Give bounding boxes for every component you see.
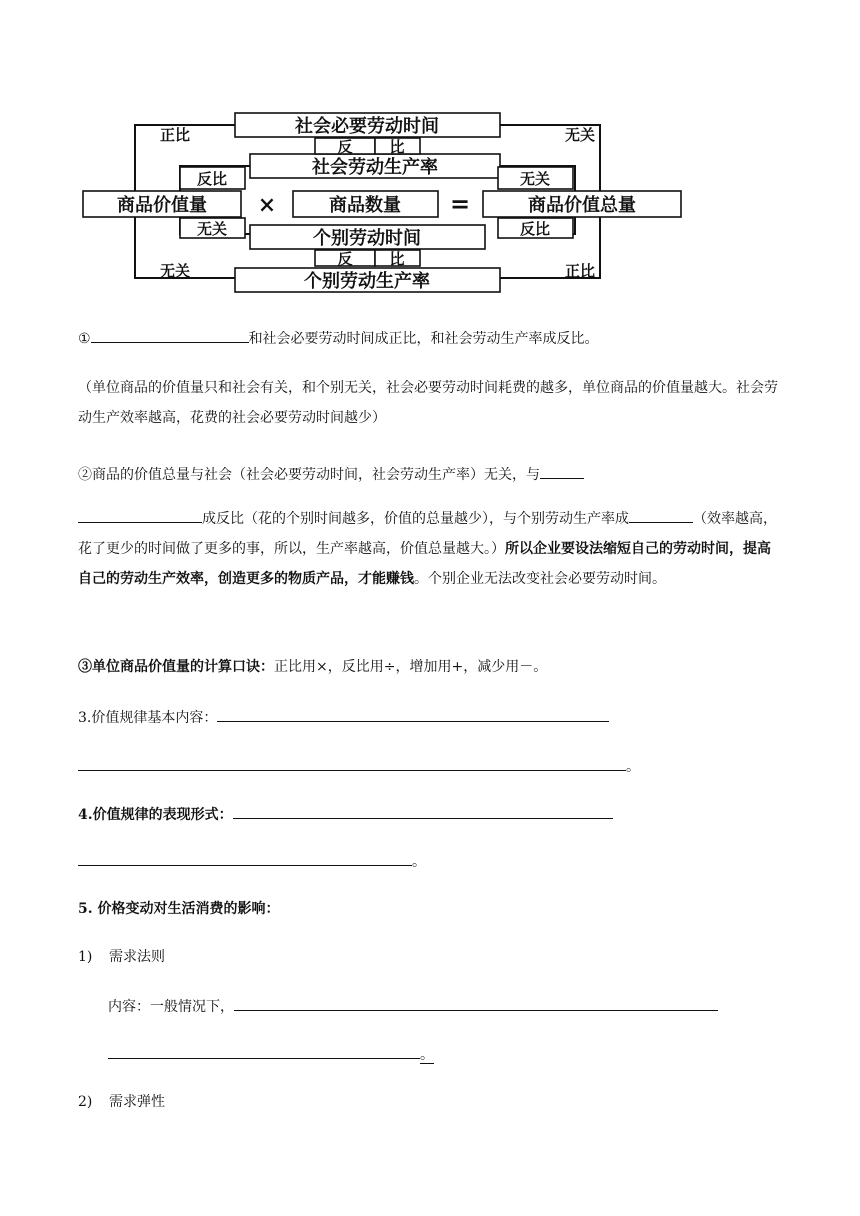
question-4-line-2 [78, 850, 426, 873]
diagram-text-social-time: 社会必要劳动时间 [295, 116, 439, 137]
question-3-blank-1[interactable] [217, 706, 609, 722]
item-2-p1: 成反比（花的个别时间越多，价值的总量越少），与个别劳动生产率成 [202, 511, 629, 527]
label-fanbi-left: 反比 [196, 170, 228, 188]
label-fan-2: 反 [337, 250, 353, 268]
item-2-p2: （效率越高，花了更少的时间做了更多的事，所以，生产率越高，价值总量越大。） [78, 511, 777, 557]
label-wuguan-right: 无关 [519, 170, 551, 188]
label-wuguan-bottom-left: 无关 [159, 262, 191, 280]
item-2-text: ②商品的价值总量与社会（社会必要劳动时间，社会劳动生产率）无关，与 [78, 467, 540, 483]
note-1: （单位商品的价值量只和社会有关，和个别无关，社会必要劳动时间耗费的越多，单位商品的价值量越大。社会劳动生产效率越高，花费的社会必要劳动时间越少） [78, 380, 778, 426]
label-fanbi-right: 反比 [519, 220, 551, 238]
question-4-blank-1[interactable] [233, 803, 613, 819]
sub-1-line-2 [108, 1043, 434, 1066]
label-bi-2: 比 [389, 250, 405, 268]
item-2-bold: 所以企业要设法缩短自己的劳动时间，提高自己的劳动生产效率，创造更多的物质产品，才能赚钱 [78, 541, 771, 587]
item-2-paragraph [78, 504, 782, 594]
item-2-blank-1[interactable] [540, 463, 584, 479]
sub-1-content-label: 内容：一般情况下， [108, 999, 234, 1015]
diagram-equals-sign: = [449, 189, 471, 218]
label-zhengbi-bottom-right: 正比 [564, 262, 596, 280]
question-3-line-2 [78, 755, 640, 778]
question-3 [78, 706, 609, 729]
label-zhengbi-top-left: 正比 [159, 126, 191, 144]
label-fan-1: 反 [337, 138, 353, 156]
sub-1-content [108, 995, 718, 1018]
item-3-text: 正比用×，反比用÷，增加用+，减少用－。 [274, 659, 548, 675]
question-3-end: 。 [626, 759, 640, 775]
label-wuguan-left: 无关 [196, 220, 228, 238]
question-3-label: 3.价值规律基本内容： [78, 710, 218, 726]
item-1 [78, 327, 599, 350]
diagram-times-sign: × [257, 192, 277, 218]
item-1-text: 和社会必要劳动时间成正比，和社会劳动生产率成反比。 [248, 331, 599, 347]
label-wuguan-top-right: 无关 [564, 126, 596, 144]
item-3 [78, 656, 547, 678]
sub-1-blank-2[interactable] [108, 1043, 420, 1059]
label-bi-1: 比 [389, 138, 405, 156]
diagram-text-individual-time: 个别劳动时间 [313, 228, 421, 249]
question-5-label: 5. 价格变动对生活消费的影响： [78, 901, 280, 917]
diagram-text-individual-productivity: 个别劳动生产率 [304, 271, 430, 292]
question-4-blank-2[interactable] [78, 850, 412, 866]
sub-2 [78, 1091, 165, 1113]
sub-1-blank-1[interactable] [234, 995, 718, 1011]
item-1-marker: ① [78, 331, 91, 347]
sub-1-end: 。 [420, 1047, 434, 1063]
sub-1 [78, 946, 165, 968]
diagram-text-social-productivity: 社会劳动生产率 [312, 157, 438, 178]
item-2-p3: 。个别企业无法改变社会必要劳动时间。 [414, 571, 666, 587]
item-2-blank-2[interactable] [78, 507, 202, 523]
sub-1-title: 需求法则 [109, 949, 165, 965]
item-1-blank[interactable] [91, 327, 249, 343]
item-2-line-1 [78, 463, 584, 486]
sub-2-num: 2) [78, 1094, 93, 1110]
sub-1-num: 1) [78, 949, 93, 965]
item-2-blank-3[interactable] [629, 507, 693, 523]
item-3-label: ③单位商品价值量的计算口诀： [78, 659, 274, 675]
diagram-text-total-value: 商品价值总量 [528, 195, 636, 216]
question-4-label: 4.价值规律的表现形式： [78, 807, 233, 823]
question-4-end: 。 [412, 854, 426, 870]
question-5 [78, 898, 280, 920]
diagram-text-unit-value: 商品价值量 [117, 195, 207, 216]
sub-2-title: 需求弹性 [109, 1094, 165, 1110]
diagram-text-quantity: 商品数量 [329, 195, 401, 216]
question-4 [78, 803, 613, 826]
question-3-blank-2[interactable] [78, 755, 626, 771]
value-relationship-diagram [80, 108, 685, 298]
